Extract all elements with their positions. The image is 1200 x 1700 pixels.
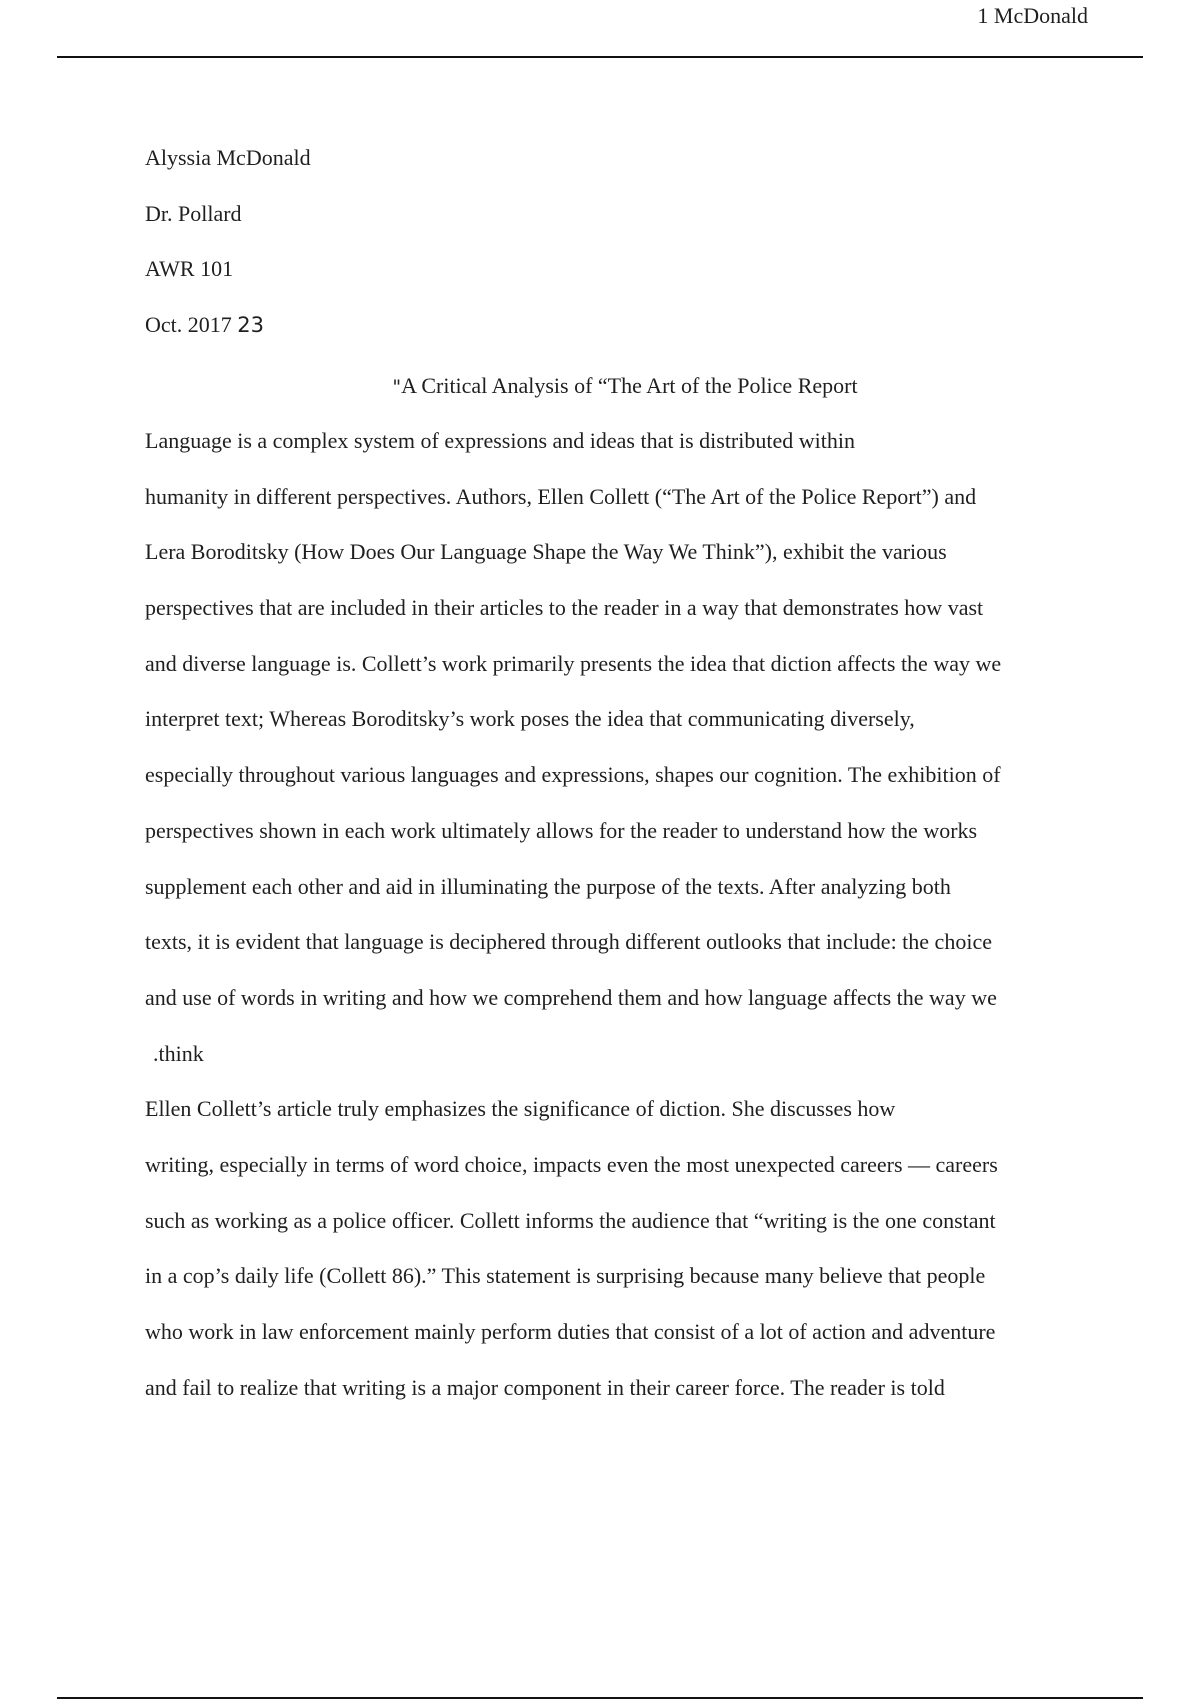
title-text: A Critical Analysis of “The Art of the Police Report	[401, 373, 858, 398]
course-name: AWR 101	[145, 256, 234, 281]
paragraph-2-line: in a cop’s daily life (Collett 86).” This statement is surprising because many believe that people	[145, 1263, 986, 1289]
paragraph-1-line: .think	[153, 1040, 204, 1066]
header-rule	[57, 56, 1143, 58]
author-name: Alyssia McDonald	[145, 145, 311, 170]
paragraph-1-line: and diverse language is. Collett’s work primarily presents the idea that diction affects the way we	[145, 650, 1002, 676]
essay-body	[145, 427, 1105, 1429]
paragraph-2-line: writing, especially in terms of word choice, impacts even the most unexpected careers — careers	[145, 1151, 998, 1177]
paragraph-2-line: such as working as a police officer. Collett informs the audience that “writing is the one constant	[145, 1207, 996, 1233]
title-quote-mark: "	[392, 376, 402, 398]
paragraph-1-line: Language is a complex system of expressions and ideas that is distributed within	[145, 428, 855, 453]
paragraph-1-line: perspectives that are included in their articles to the reader in a way that demonstrates how vast	[145, 595, 984, 621]
paragraph-2-line: and fail to realize that writing is a major component in their career force. The reader is told	[145, 1374, 945, 1400]
running-head: 1 McDonald	[977, 3, 1088, 28]
paragraph-1-line: perspectives shown in each work ultimately allows for the reader to understand how the works	[145, 817, 978, 843]
footer-rule	[57, 1697, 1143, 1699]
paragraph-1-line: humanity in different perspectives. Authors, Ellen Collett (“The Art of the Police Report”) and	[145, 483, 977, 509]
paragraph-1-line: and use of words in writing and how we comprehend them and how language affects the way we	[145, 984, 997, 1010]
date-line	[145, 311, 1105, 339]
paragraph-1-line: especially throughout various languages and expressions, shapes our cognition. The exhibition of	[145, 762, 1001, 788]
paragraph-1-line: texts, it is evident that language is deciphered through different outlooks that include: the choice	[145, 929, 992, 955]
paragraph-1-line: Lera Boroditsky (How Does Our Language Shape the Way We Think”), exhibit the various	[145, 539, 947, 565]
paragraph-1-line: interpret text; Whereas Boroditsky’s work poses the idea that communicating diversely,	[145, 706, 915, 732]
essay-title	[145, 372, 1105, 401]
date-text: Oct. 2017	[145, 311, 232, 337]
date-day: 23	[237, 312, 264, 337]
paragraph-2-line: Ellen Collett’s article truly emphasizes the significance of diction. She discusses how	[145, 1096, 896, 1122]
instructor-name: Dr. Pollard	[145, 200, 242, 226]
paragraph-1-line: supplement each other and aid in illuminating the purpose of the texts. After analyzing both	[145, 873, 951, 899]
paragraph-2-line: who work in law enforcement mainly perform duties that consist of a lot of action and adventure	[145, 1319, 996, 1344]
heading-block	[145, 144, 1105, 366]
